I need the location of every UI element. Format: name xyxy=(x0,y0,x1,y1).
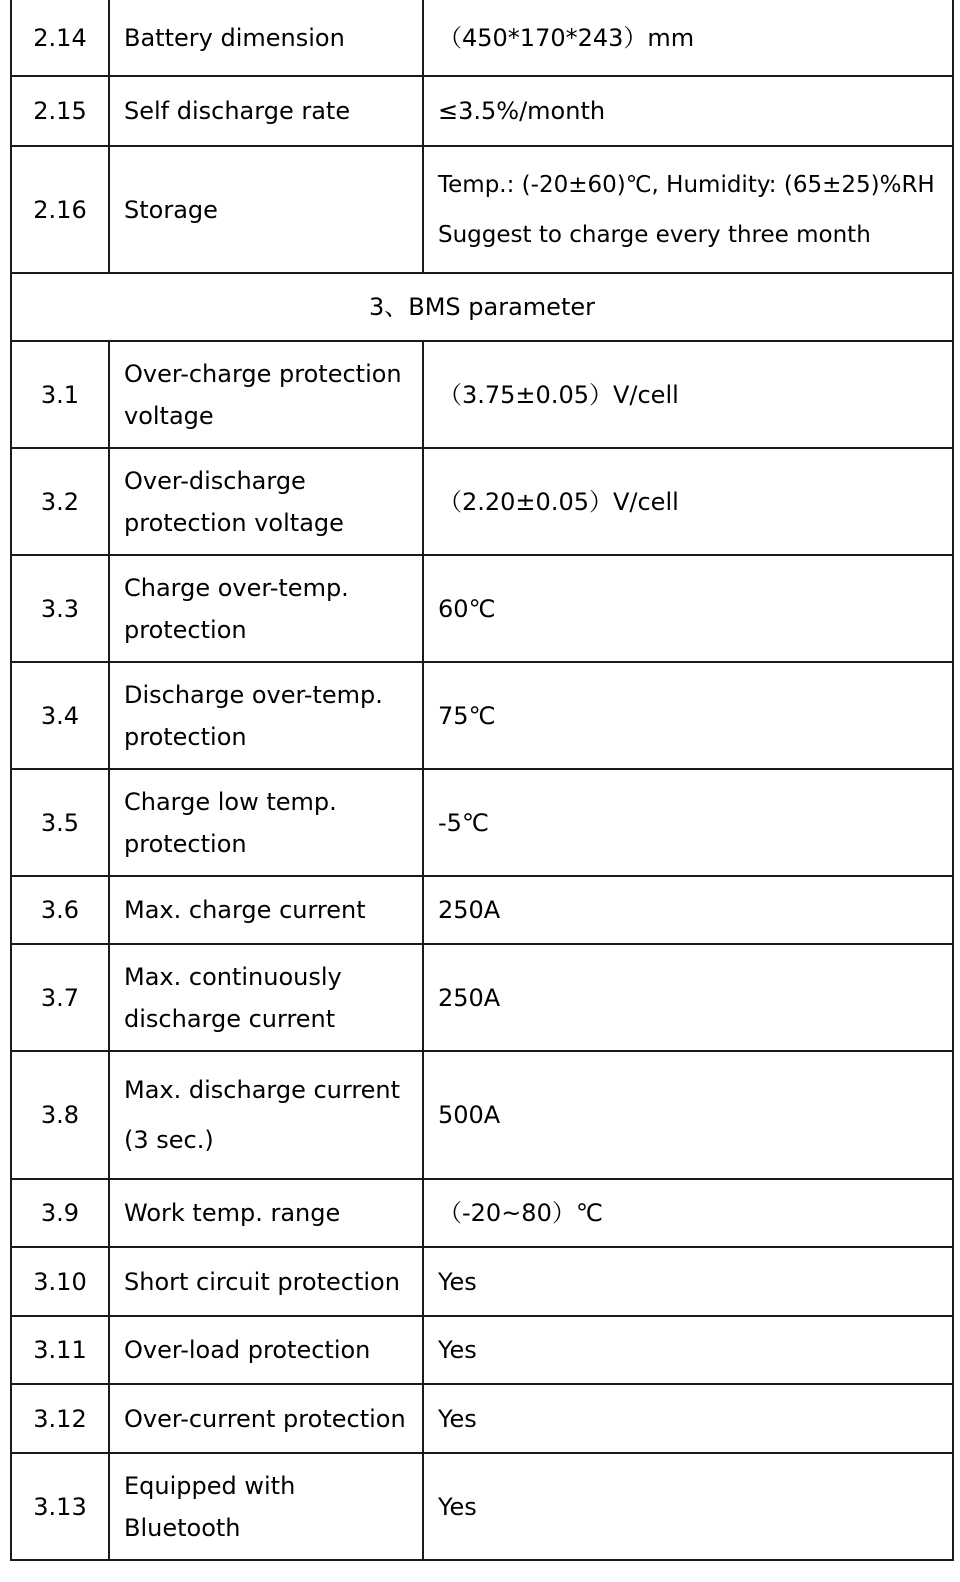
parameter-value: 250A xyxy=(423,944,953,1051)
item-number: 2.14 xyxy=(11,0,109,76)
parameter-value: -5℃ xyxy=(423,769,953,876)
parameter-name: Discharge over-temp. protection xyxy=(109,662,423,769)
spec-sheet xyxy=(10,0,952,1561)
item-number: 2.15 xyxy=(11,76,109,146)
item-number: 3.11 xyxy=(11,1316,109,1384)
parameter-value: 250A xyxy=(423,876,953,944)
parameter-value: 75℃ xyxy=(423,662,953,769)
table-row xyxy=(11,769,953,876)
parameter-name: Equipped with Bluetooth xyxy=(109,1453,423,1560)
item-number: 3.10 xyxy=(11,1247,109,1316)
parameter-name: Charge low temp. protection xyxy=(109,769,423,876)
parameter-value: （450*170*243）mm xyxy=(423,0,953,76)
item-number: 3.4 xyxy=(11,662,109,769)
parameter-value: Yes xyxy=(423,1453,953,1560)
parameter-value: ≤3.5%/month xyxy=(423,76,953,146)
parameter-value: Yes xyxy=(423,1247,953,1316)
parameter-name: Over-charge protection voltage xyxy=(109,341,423,448)
section-row xyxy=(11,273,953,341)
parameter-value: 60℃ xyxy=(423,555,953,662)
parameter-name: Work temp. range xyxy=(109,1179,423,1247)
parameter-name xyxy=(109,1051,423,1179)
section-heading: 3、BMS parameter xyxy=(11,273,953,341)
table-row xyxy=(11,1051,953,1179)
item-number: 3.7 xyxy=(11,944,109,1051)
table-row xyxy=(11,662,953,769)
parameter-name: Storage xyxy=(109,146,423,273)
item-number: 2.16 xyxy=(11,146,109,273)
item-number: 3.13 xyxy=(11,1453,109,1560)
parameter-value: （-20~80）℃ xyxy=(423,1179,953,1247)
table-row xyxy=(11,448,953,555)
table-row xyxy=(11,876,953,944)
storage-conditions: Temp.: (-20±60)℃, Humidity: (65±25)%RH xyxy=(438,171,935,198)
parameter-value: （2.20±0.05）V/cell xyxy=(423,448,953,555)
parameter-name: Charge over-temp. protection xyxy=(109,555,423,662)
parameter-value: （3.75±0.05）V/cell xyxy=(423,341,953,448)
table-row xyxy=(11,1179,953,1247)
table-row xyxy=(11,944,953,1051)
parameter-name: Over-current protection xyxy=(109,1384,423,1453)
table-row xyxy=(11,341,953,448)
table-row xyxy=(11,555,953,662)
parameter-name: Battery dimension xyxy=(109,0,423,76)
item-number: 3.2 xyxy=(11,448,109,555)
storage-advice: Suggest to charge every three month xyxy=(438,221,871,248)
table-row xyxy=(11,1316,953,1384)
table-row xyxy=(11,1453,953,1560)
parameter-name: Over-load protection xyxy=(109,1316,423,1384)
table-row xyxy=(11,1384,953,1453)
parameter-name: Short circuit protection xyxy=(109,1247,423,1316)
spec-table xyxy=(10,0,954,1561)
item-number: 3.5 xyxy=(11,769,109,876)
parameter-name: Over-discharge protection voltage xyxy=(109,448,423,555)
parameter-name: Max. charge current xyxy=(109,876,423,944)
parameter-name: Max. continuously discharge current xyxy=(109,944,423,1051)
table-row xyxy=(11,0,953,76)
parameter-name-note: (3 sec.) xyxy=(124,1126,214,1154)
item-number: 3.8 xyxy=(11,1051,109,1179)
parameter-name-line: Max. discharge current xyxy=(124,1076,401,1104)
table-row xyxy=(11,1247,953,1316)
parameter-value: Yes xyxy=(423,1316,953,1384)
parameter-name: Self discharge rate xyxy=(109,76,423,146)
parameter-value xyxy=(423,146,953,273)
table-row xyxy=(11,146,953,273)
parameter-value: Yes xyxy=(423,1384,953,1453)
item-number: 3.6 xyxy=(11,876,109,944)
item-number: 3.3 xyxy=(11,555,109,662)
parameter-value: 500A xyxy=(423,1051,953,1179)
item-number: 3.12 xyxy=(11,1384,109,1453)
item-number: 3.9 xyxy=(11,1179,109,1247)
table-row xyxy=(11,76,953,146)
item-number: 3.1 xyxy=(11,341,109,448)
